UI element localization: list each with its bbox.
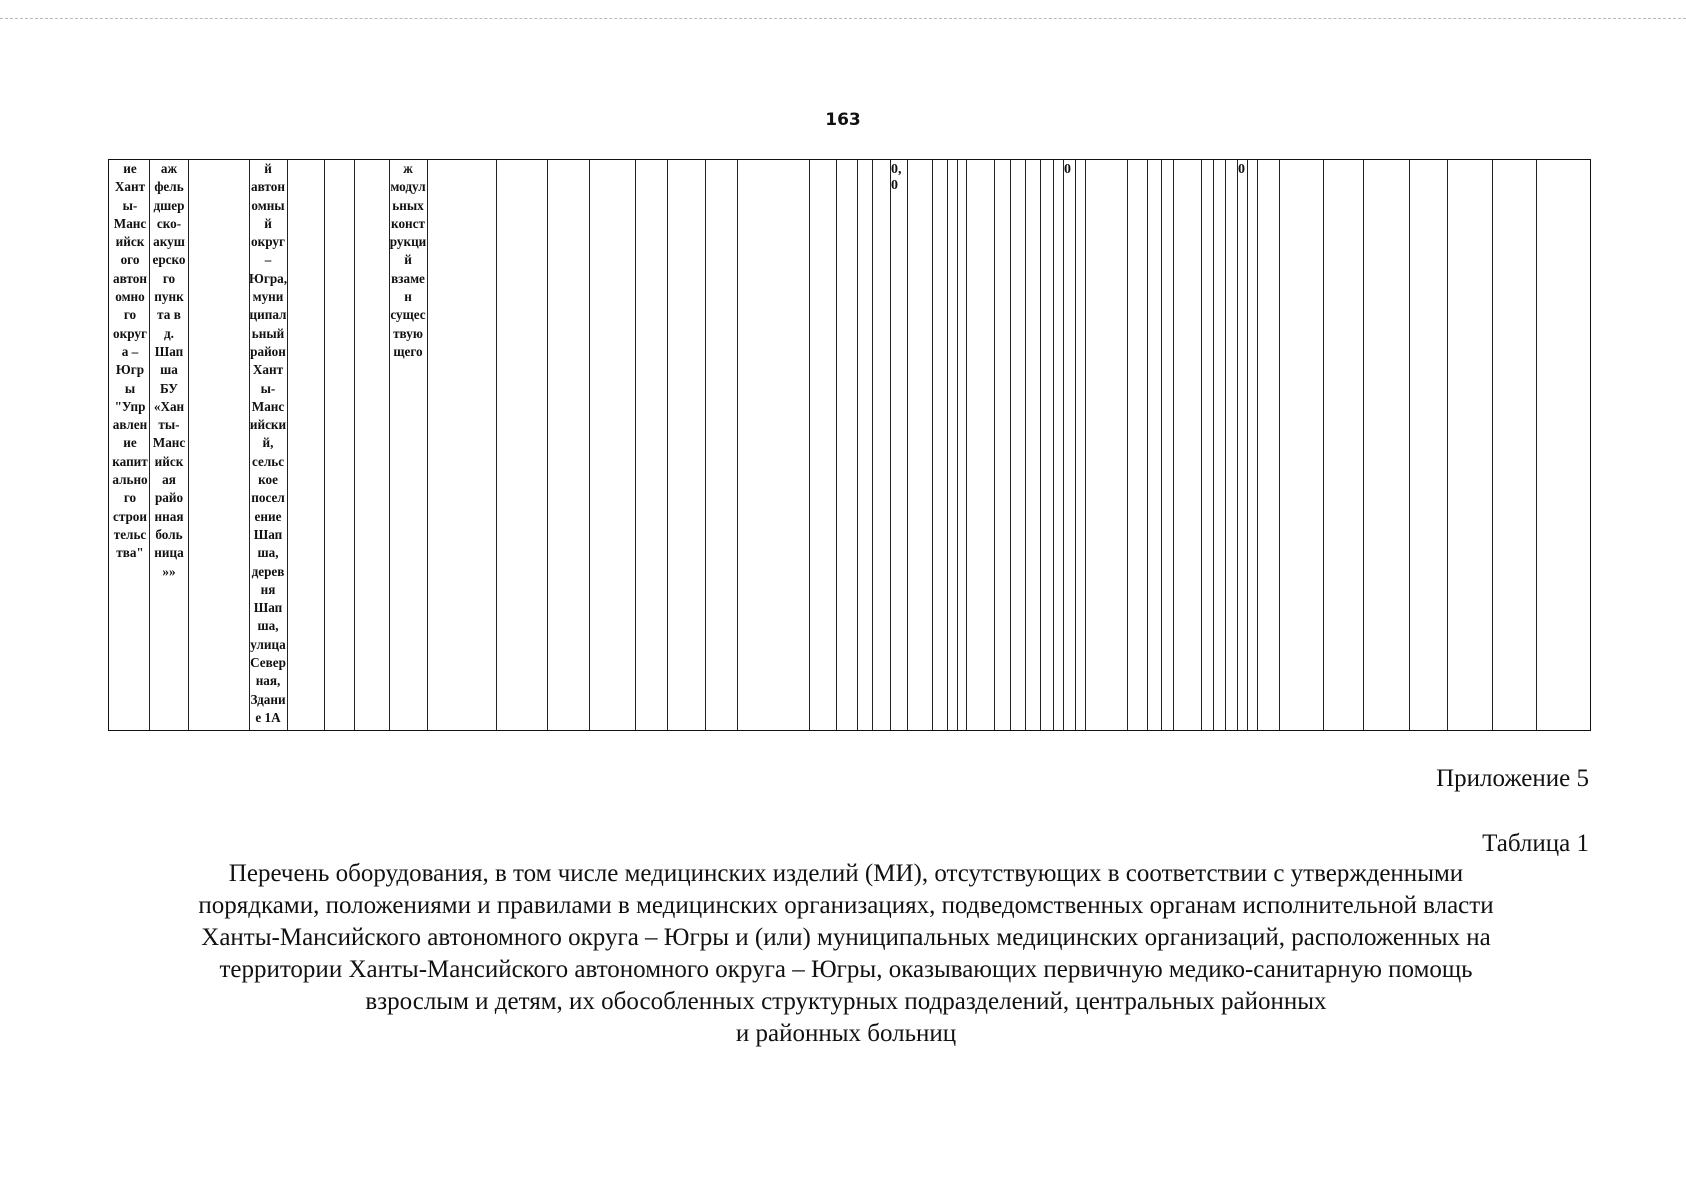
table-cell-works-type: ж модул ьных конст рукци й взаме н сущес твую щего [389, 161, 427, 359]
table-column-line [547, 160, 548, 730]
table-column-line [1213, 160, 1214, 730]
table-column-line [932, 160, 933, 730]
table-column-line [1075, 160, 1076, 730]
table-column-line [890, 160, 891, 730]
table-column-line [667, 160, 668, 730]
table-cell-value: 0 [1064, 162, 1071, 177]
table-column-line [427, 160, 428, 730]
appendix-label: Приложение 5 [1436, 765, 1589, 792]
table-fragment [108, 159, 1591, 731]
table-column-line [809, 160, 810, 730]
table-column-line [1409, 160, 1410, 730]
table-column-line [1161, 160, 1162, 730]
table-column-line [1063, 160, 1064, 730]
table-column-line [1447, 160, 1448, 730]
table-cell-value: 0, 0 [891, 162, 902, 193]
table-column-line [1237, 160, 1238, 730]
table-column-line [496, 160, 497, 730]
table-column-line [188, 160, 189, 730]
table-column-line [1127, 160, 1128, 730]
table-column-line [947, 160, 948, 730]
table-column-line [737, 160, 738, 730]
table-column-line [1257, 160, 1258, 730]
table-column-line [872, 160, 873, 730]
table-column-line [907, 160, 908, 730]
table-column-line [1010, 160, 1011, 730]
table-cell-address: й автон омны й округ – Югра, муни ципал ьный район Хант ы- Манс ийски й, сельс кое посел ение Шап ша, дерев ня Шап ша, улица Север ная, Здани е 1А [249, 161, 288, 725]
table-cell-object-name: аж фель дшер ско- акуш ерско го пунк та в д. Шап ша БУ «Хан ты- Манс ийск ая райо нная боль ница »» [152, 161, 186, 579]
table-column-line [705, 160, 706, 730]
table-column-line [1085, 160, 1086, 730]
table-column-line [1173, 160, 1174, 730]
table-cell-value: 0 [1238, 162, 1245, 177]
table-column-line [857, 160, 858, 730]
table-column-line [1247, 160, 1248, 730]
table-column-line [287, 160, 288, 730]
table-column-line [957, 160, 958, 730]
table-column-line [1323, 160, 1324, 730]
document-title: Перечень оборудования, в том числе медицинских изделий (МИ), отсутствующих в соответствии с утвержденными порядками, положениями и правилами в медицинских организациях, подведомственных органам исполнительной власти Ханты-Мансийского автономного округа – Югры и (или) муниципальных медицинских организаций, расположенных на территории Ханты-Мансийского автономного округа – Югры, оказывающих первичную медико-санитарную помощь взрослым и детям, их обособленных структурных подразделений, центральных районных и районных больниц [198, 860, 1494, 1047]
table-column-line [1363, 160, 1364, 730]
table-column-line [1025, 160, 1026, 730]
table-column-line [966, 160, 967, 730]
table-column-line [1201, 160, 1202, 730]
table-column-line [1053, 160, 1054, 730]
table-column-line [836, 160, 837, 730]
table-column-line [635, 160, 636, 730]
table-column-line [1279, 160, 1280, 730]
scan-edge-line [0, 18, 1686, 19]
table-column-line [354, 160, 355, 730]
table-column-line [1536, 160, 1537, 730]
table-cell-customer: ие Хант ы- Манс ийск ого автон омно го округ а – Югр ы "Упр авлен ие капит ально го строи тельс тва" [112, 161, 148, 561]
table-column-line [1040, 160, 1041, 730]
table-column-line [589, 160, 590, 730]
table-column-line [994, 160, 995, 730]
table-column-line [1225, 160, 1226, 730]
table-column-line [324, 160, 325, 730]
table-column-line [1147, 160, 1148, 730]
table-column-line [1492, 160, 1493, 730]
page-number: 163 [825, 110, 861, 130]
table-label: Таблица 1 [1482, 830, 1589, 857]
